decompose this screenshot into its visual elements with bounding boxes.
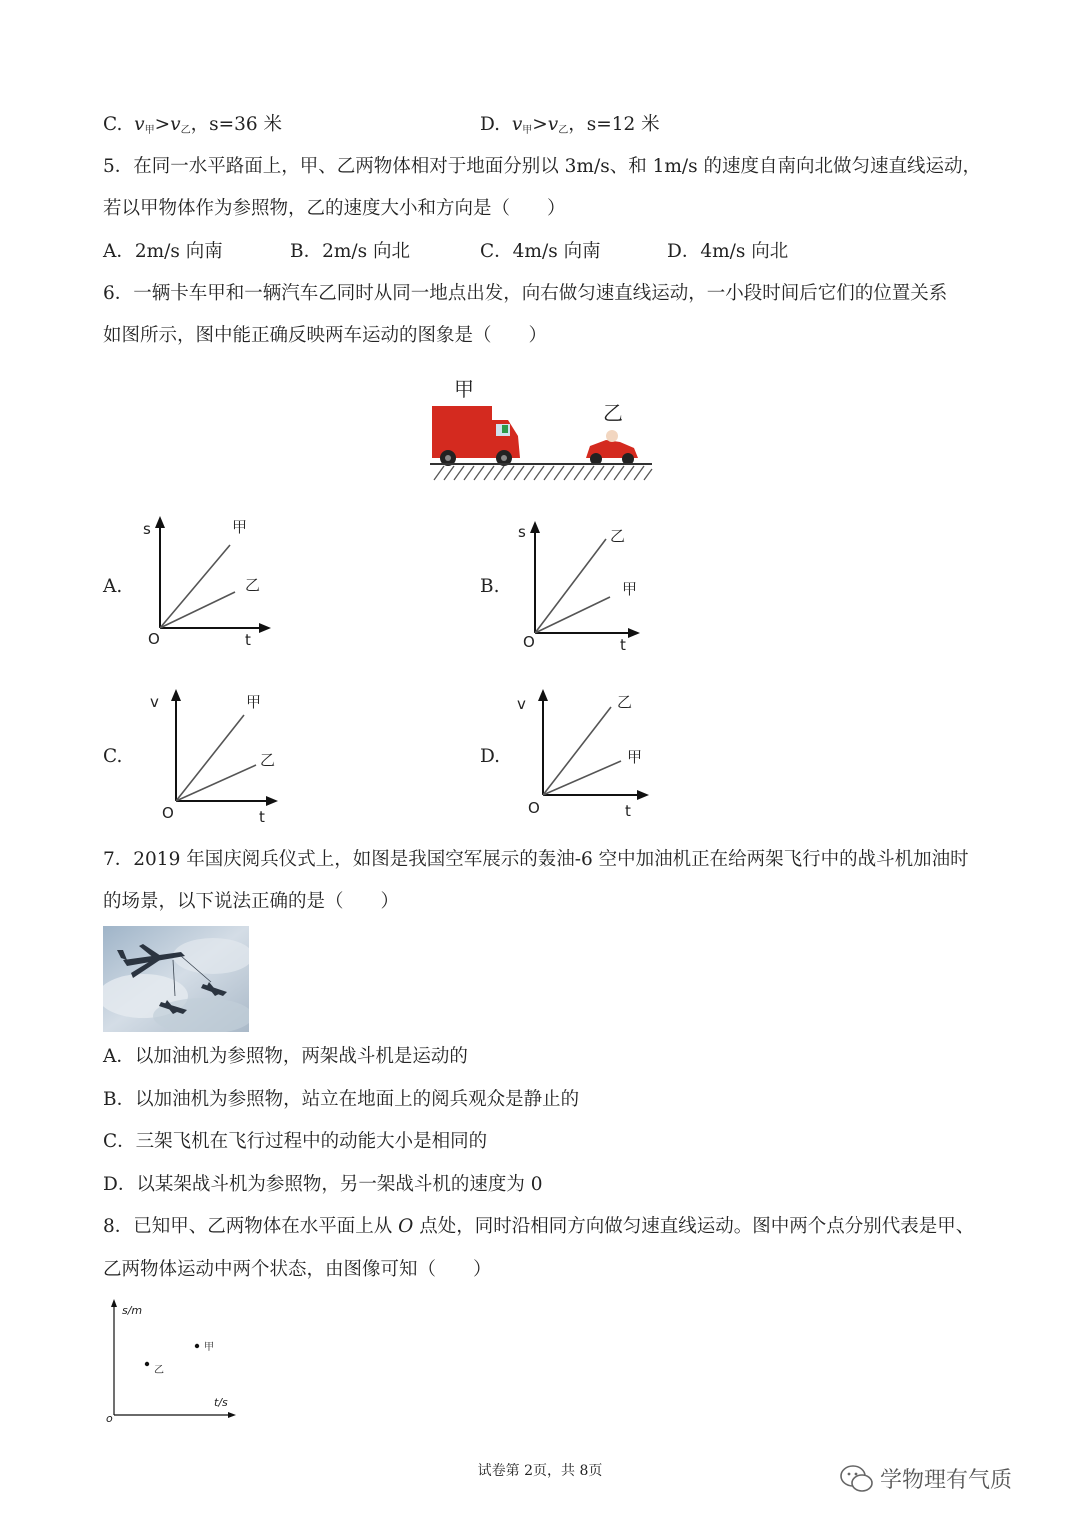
y-axis-arrow bbox=[530, 521, 540, 533]
y-axis-label: s bbox=[518, 523, 526, 541]
q8-stem-line2: 乙两物体运动中两个状态，由图像可知（ ） bbox=[103, 1259, 492, 1280]
line-upper bbox=[160, 545, 230, 628]
y-axis-label: s/m bbox=[122, 1304, 143, 1317]
q5-stem-line1: 5．在同一水平路面上，甲、乙两物体相对于地面分别以 3m/s、和 1m/s 的速度自南向北做匀速直线运动， bbox=[103, 156, 981, 177]
wechat-icon bbox=[838, 1462, 876, 1496]
page-footer: 试卷第 2页，共 8页 bbox=[477, 1463, 603, 1479]
upper-line-label: 乙 bbox=[610, 527, 626, 545]
line-lower bbox=[543, 761, 621, 795]
q6-graph-d bbox=[515, 683, 665, 828]
q6-figure-label-yi: 乙 bbox=[603, 401, 623, 425]
line-upper bbox=[535, 539, 606, 633]
y-axis-arrow bbox=[538, 689, 548, 701]
x-axis-arrow bbox=[628, 628, 640, 638]
line-lower bbox=[176, 765, 256, 801]
q7-option-c: C．三架飞机在飞行过程中的动能大小是相同的 bbox=[103, 1131, 488, 1152]
lower-line-label: 甲 bbox=[627, 748, 643, 766]
watermark-text: 学物理有气质 bbox=[880, 1468, 1013, 1493]
point-yi bbox=[145, 1362, 149, 1366]
y-axis-label: v bbox=[517, 695, 526, 713]
q6-stem-line1: 6．一辆卡车甲和一辆汽车乙同时从同一地点出发，向右做匀速直线运动，一小段时间后它们的位置关系 bbox=[103, 283, 948, 304]
lower-line-label: 乙 bbox=[245, 576, 261, 594]
q6-option-b-label: B. bbox=[480, 576, 500, 597]
q6-graph-c bbox=[148, 683, 298, 828]
q6-graph-b bbox=[510, 515, 660, 655]
q5-option-c: C．4m/s 向南 bbox=[480, 241, 601, 262]
q6-option-c-label: C. bbox=[103, 746, 123, 767]
q6-option-a-label: A. bbox=[103, 576, 123, 597]
upper-line-label: 甲 bbox=[232, 518, 248, 536]
q6-graph-a bbox=[135, 510, 285, 650]
x-axis-label: t/s bbox=[214, 1396, 228, 1409]
y-axis-arrow bbox=[111, 1299, 117, 1307]
q7-stem-line1: 7．2019 年国庆阅兵仪式上，如图是我国空军展示的轰油-6 空中加油机正在给两架飞行中的战斗机加油时 bbox=[103, 849, 969, 870]
line-upper bbox=[543, 707, 611, 795]
q7-stem-line2: 的场景，以下说法正确的是（ ） bbox=[103, 891, 400, 912]
y-axis-arrow bbox=[171, 689, 181, 701]
lower-line-label: 甲 bbox=[622, 580, 638, 598]
q7-option-b: B．以加油机为参照物，站立在地面上的阅兵观众是静止的 bbox=[103, 1089, 580, 1110]
upper-line-label: 乙 bbox=[617, 693, 633, 711]
q8-st-graph bbox=[100, 1295, 250, 1425]
point-jia-label: 甲 bbox=[204, 1342, 214, 1353]
q4-option-c: C. v甲>v乙，s=36 米 bbox=[103, 114, 282, 136]
q4-option-d: D. v甲>v乙，s=12 米 bbox=[480, 114, 660, 136]
q5-option-d: D．4m/s 向北 bbox=[667, 241, 789, 262]
q6-figure-label-jia: 甲 bbox=[454, 377, 474, 401]
q5-option-b: B．2m/s 向北 bbox=[290, 241, 411, 262]
q6-stem-line2: 如图所示，图中能正确反映两车运动的图象是（ ） bbox=[103, 325, 548, 346]
x-axis-arrow bbox=[228, 1412, 236, 1418]
origin-label: o bbox=[106, 1412, 113, 1425]
q8-stem-line1: 8．已知甲、乙两物体在水平面上从 O 点处，同时沿相同方向做匀速直线运动。图中两个点分别代表是甲、 bbox=[103, 1216, 975, 1237]
q5-stem-line2: 若以甲物体作为参照物，乙的速度大小和方向是（ ） bbox=[103, 198, 566, 219]
x-axis-label: t bbox=[620, 636, 626, 654]
line-lower bbox=[160, 592, 235, 628]
x-axis-arrow bbox=[259, 623, 271, 633]
origin-label: O bbox=[528, 799, 540, 817]
x-axis-arrow bbox=[637, 790, 649, 800]
origin-label: O bbox=[162, 804, 174, 822]
line-upper bbox=[176, 715, 244, 801]
origin-label: O bbox=[148, 630, 160, 648]
q7-option-d: D．以某架战斗机为参照物，另一架战斗机的速度为 0 bbox=[103, 1174, 543, 1195]
car-icon bbox=[586, 430, 638, 465]
q7-aircraft-photo bbox=[103, 926, 249, 1032]
lower-line-label: 乙 bbox=[260, 751, 276, 769]
upper-line-label: 甲 bbox=[246, 693, 262, 711]
x-axis-label: t bbox=[245, 631, 251, 649]
y-axis-label: v bbox=[150, 693, 159, 711]
x-axis-arrow bbox=[266, 796, 278, 806]
y-axis-arrow bbox=[155, 516, 165, 528]
q5-option-a: A．2m/s 向南 bbox=[103, 241, 223, 262]
x-axis-label: t bbox=[259, 808, 265, 826]
point-yi-label: 乙 bbox=[154, 1365, 164, 1376]
x-axis-label: t bbox=[625, 802, 631, 820]
q6-option-d-label: D. bbox=[480, 746, 501, 767]
line-lower bbox=[535, 597, 610, 633]
y-axis-label: s bbox=[143, 520, 151, 538]
q6-cars-figure bbox=[420, 370, 660, 490]
point-jia bbox=[195, 1344, 199, 1348]
truck-icon bbox=[432, 406, 520, 466]
q7-option-a: A．以加油机为参照物，两架战斗机是运动的 bbox=[103, 1046, 468, 1067]
origin-label: O bbox=[523, 633, 535, 651]
